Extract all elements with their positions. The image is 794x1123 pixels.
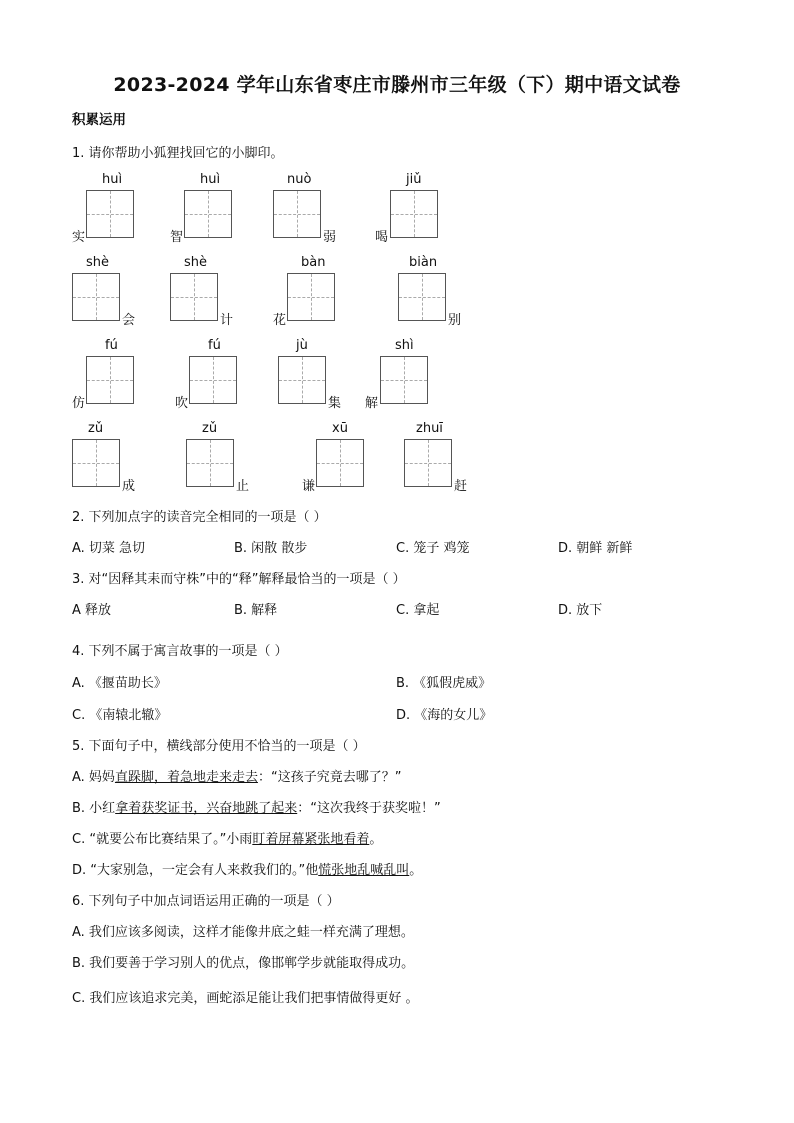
question-4-option-b[interactable]: B. 《狐假虎威》 bbox=[396, 676, 492, 691]
underlined-phrase: 直跺脚，着急地走来走去 bbox=[114, 770, 258, 785]
question-2-option-c[interactable]: C. 笼子 鸡笼 bbox=[396, 541, 470, 556]
section-heading: 积累运用 bbox=[72, 112, 126, 128]
answer-grid[interactable] bbox=[189, 356, 237, 404]
answer-grid[interactable] bbox=[72, 439, 120, 487]
question-5-option-d[interactable]: D. “大家别急，一定会有人来救我们的。”他慌张地乱喊乱叫。 bbox=[72, 863, 423, 878]
answer-grid[interactable] bbox=[287, 273, 335, 321]
answer-grid[interactable] bbox=[170, 273, 218, 321]
question-2-option-b[interactable]: B. 闲散 散步 bbox=[234, 541, 308, 556]
question-3-stem: 3. 对“因释其耒而守株”中的“释”解释最恰当的一项是（ ） bbox=[72, 572, 406, 587]
answer-grid[interactable] bbox=[380, 356, 428, 404]
question-6-option-c[interactable]: C. 我们应该追求完美，画蛇添足能让我们把事情做得更好 。 bbox=[72, 991, 419, 1006]
answer-grid[interactable] bbox=[316, 439, 364, 487]
question-2-option-d[interactable]: D. 朝鲜 新鲜 bbox=[558, 541, 633, 556]
answer-grid[interactable] bbox=[390, 190, 438, 238]
underlined-phrase: 慌张地乱喊乱叫 bbox=[318, 863, 410, 878]
question-4-option-d[interactable]: D. 《海的女儿》 bbox=[396, 708, 493, 723]
question-5-option-b[interactable]: B. 小红拿着获奖证书，兴奋地跳了起来：“这次我终于获奖啦！” bbox=[72, 801, 441, 816]
question-5-option-a[interactable]: A. 妈妈直跺脚，着急地走来走去：“这孩子究竟去哪了？” bbox=[72, 770, 402, 785]
question-4-option-a[interactable]: A. 《揠苗助长》 bbox=[72, 676, 167, 691]
question-2-option-a[interactable]: A. 切菜 急切 bbox=[72, 541, 146, 556]
answer-grid[interactable] bbox=[86, 190, 134, 238]
question-6-stem: 6. 下列句子中加点词语运用正确的一项是（ ） bbox=[72, 894, 340, 909]
question-1-stem: 1. 请你帮助小狐狸找回它的小脚印。 bbox=[72, 146, 284, 161]
question-2-stem: 2. 下列加点字的读音完全相同的一项是（ ） bbox=[72, 510, 327, 525]
question-3-option-a[interactable]: A 释放 bbox=[72, 603, 112, 618]
question-4-option-c[interactable]: C. 《南辕北辙》 bbox=[72, 708, 168, 723]
page-title: 2023-2024 学年山东省枣庄市滕州市三年级（下）期中语文试卷 bbox=[113, 74, 681, 96]
answer-grid[interactable] bbox=[273, 190, 321, 238]
answer-grid[interactable] bbox=[398, 273, 446, 321]
question-6-option-b[interactable]: B. 我们要善于学习别人的优点，像邯郸学步就能取得成功。 bbox=[72, 956, 415, 971]
answer-grid[interactable] bbox=[72, 273, 120, 321]
answer-grid[interactable] bbox=[404, 439, 452, 487]
question-5-stem: 5. 下面句子中，横线部分使用不恰当的一项是（ ） bbox=[72, 739, 366, 754]
underlined-phrase: 盯着屏幕紧张地看着 bbox=[252, 832, 370, 847]
underlined-phrase: 拿着获奖证书，兴奋地跳了起来 bbox=[115, 801, 298, 816]
answer-grid[interactable] bbox=[184, 190, 232, 238]
answer-grid[interactable] bbox=[86, 356, 134, 404]
question-3-option-b[interactable]: B. 解释 bbox=[234, 603, 278, 618]
answer-grid[interactable] bbox=[278, 356, 326, 404]
answer-grid[interactable] bbox=[186, 439, 234, 487]
question-3-option-d[interactable]: D. 放下 bbox=[558, 603, 603, 618]
question-4-stem: 4. 下列不属于寓言故事的一项是（ ） bbox=[72, 644, 288, 659]
question-6-option-a[interactable]: A. 我们应该多阅读，这样才能像井底之蛙一样充满了理想。 bbox=[72, 925, 414, 940]
question-3-option-c[interactable]: C. 拿起 bbox=[396, 603, 440, 618]
question-5-option-c[interactable]: C. “就要公布比赛结果了。”小雨盯着屏幕紧张地看着。 bbox=[72, 832, 383, 847]
